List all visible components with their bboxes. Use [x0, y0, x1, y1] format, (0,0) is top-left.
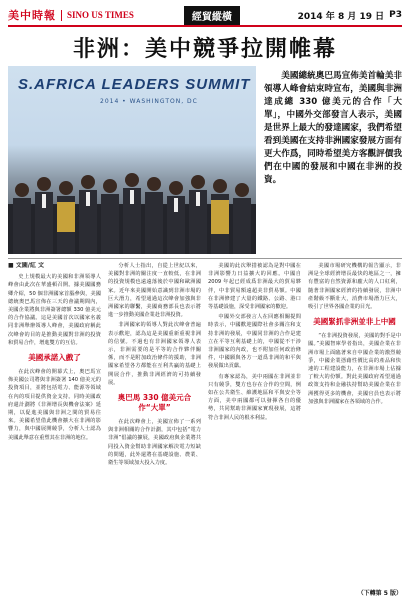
body-divider — [8, 258, 402, 259]
brand-name: 美中時報 — [8, 9, 56, 22]
article-paragraph: 美國的此次舉措被認為是對中國在非洲影響力日益擴大的回應。中國自 2009 年起已經成爲非洲最大的貿易夥伴，中非貿易額遠超美非貿易額。中國在非洲修建了大量的鐵路、公路、港口等基礎設施，深受非洲國家的歡迎。 — [208, 263, 301, 311]
article-paragraph: 有專家認為，美中兩國在非洲並非只有競爭，雙方也存在合作的空間，例如在公共衛生、維護地區和平與安全等方面，美中兩國都可以發揮各自的優勢，共同幫助非洲國家實現發展，這將符合非洲人民的根本利益。 — [208, 373, 301, 421]
masthead — [8, 6, 402, 24]
brand-english-name: SINO US TIMES — [67, 10, 134, 20]
byline: ■ 文圖/紅 文 — [8, 262, 45, 269]
article-column-1 — [8, 262, 101, 592]
article-paragraph: 在此次峰會的開幕式上，奧巴馬宣佈美國公司將與非洲簽署 140 億美元的投資項目，並將包括電力、能源等領域在內的項目提供資金支持。同時美國政府還計劃將《非洲增長與機會法案》延期，以促進美國與非洲之間的貿易往來。美國希望借此機會擴大在非洲的影響力，與中國展開競爭，分析人士認為美國此舉意在重塑其在非洲的地位。 — [8, 369, 101, 441]
photo-banner-subtext: 2014 • WASHINGTON, DC — [100, 98, 198, 105]
article-column-4 — [308, 262, 401, 592]
article-paragraph: 美國市場研究機構的報告顯示，非洲是全球經濟增長最快的地區之一，擁有豐富的自然資源和龐大的人口紅利，隨著非洲國家經濟的持續發展，非洲中產階級不斷壯大，消費市場潛力巨大，吸引了世界各國企業的目光。 — [308, 263, 401, 311]
summit-photo — [8, 66, 256, 254]
article-column-2 — [108, 262, 201, 592]
article-paragraph: 中國外交部發言人在回應相關提問時表示，中國歡迎國際社會多關注和支持非洲的發展，中國同非洲的合作是建立在平等互利基礎上的，中國從不干涉非洲國家的內政，也不附加任何政治條件，中國願與各方一道爲非洲的和平與發展做出貢獻。 — [208, 314, 301, 370]
leaders-group-illustration — [8, 144, 256, 254]
subheading: 奧巴馬 330 億美元合作“大單” — [117, 393, 192, 413]
header-rule — [8, 25, 402, 27]
subheading: 美國緊抓非洲並非上中國 — [313, 317, 396, 327]
subheading: 美國承諾入戲了 — [28, 353, 81, 363]
photo-banner-text: S.AFRICA LEADERS SUMMIT — [18, 76, 251, 93]
continued-notice: （下轉第 5 版） — [357, 590, 402, 597]
article-paragraph: 史上規模最大的美國和非洲領導人峰會由此次在華盛頓召開。據美國國務卿介紹，50 個非洲國家首腦參與，美國總統奧巴馬宣佈在三天的會議期間內，美國企業將與非洲簽署總額 330 億美元的合作協議。這是美國首次以國家名義同非洲舉辦領導人峰會，美國政府稱此次峰會的目的是推動美國對非洲的投資和貿易合作，增進雙方的互信。 — [8, 274, 101, 346]
article-paragraph: 分析人士指出，自從上世紀以來，美國對非洲的關注度一直較低，在非洲的投資規模也遠遠落後於中國和歐洲國家。近年來美國開始意識到非洲市場的巨大潛力，希望通過這次峰會加強與非洲國家的聯繫，美國商務部長也表示將進一步推動美國企業赴非洲投資。 — [108, 263, 201, 319]
page-number: P3 — [389, 10, 402, 20]
section-tag: 經貿縱橫 — [184, 6, 240, 25]
article-paragraph: “在非洲投資發展，美國的對手是中國。”美國智庫學者指出，美國企業在非洲市場上面臨著來自中國企業的激烈競爭，中國企業憑藉性價比高的產品和快速的工程建設能力，在非洲市場上佔據了較大的份額。對此美國政府希望通過政策支持和金融扶持幫助美國企業在非洲獲得更多的機會，美國官員也表示將加強與非洲國家在各領域的合作。 — [308, 333, 401, 405]
pull-quote: 美國總統奧巴馬宣佈美首輪美非領導人峰會結束時宣布，美國與非洲達成總 330 億美元的合作「大單」，中國外交部發言人表示，美國是世界上最大的發達國家，我們希望看到美國在支持非洲國家發展方面有更大作爲，同時希望美方客觀評價我們在中國的發展和中國在非洲的投資。 — [264, 71, 402, 185]
issue-date: 2014 年 8 月 19 日 — [297, 11, 385, 22]
article-paragraph: 在此次峰會上，美國宣佈了一系列與非洲相關的合作計劃，其中包括“電力非洲”倡議的擴展，美國政府與企業將共同投入資金幫助非洲國家解決電力短缺的問題，此外還將在基礎設施、農業、衛生等領域加大投入力度。 — [108, 419, 201, 467]
article-column-3 — [208, 262, 301, 592]
headline: 非洲：美中競爭拉開帷幕 — [72, 37, 337, 62]
brand-divider — [61, 10, 62, 21]
article-paragraph: 非洲國家的領導人對此次峰會普遍表示歡迎，認為這是美國重新重視非洲的信號。不過也有非洲國家領導人表示，非洲需要的是平等的合作夥伴關係，而不是附加政治條件的援助，非洲國家希望各方都能在互利共贏的基礎上開展合作，推動非洲經濟的可持續發展。 — [108, 322, 201, 386]
